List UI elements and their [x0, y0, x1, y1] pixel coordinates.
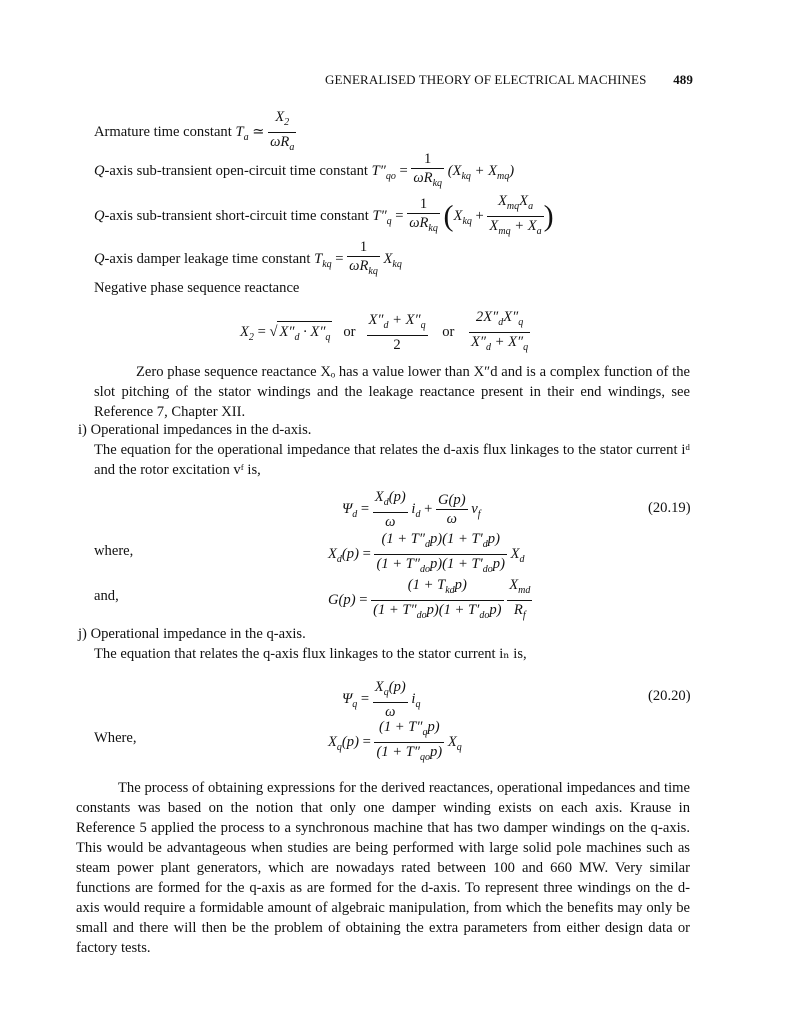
def-negative-seq: Negative phase sequence reactance: [94, 280, 300, 296]
equation-number-20-20: (20.20): [648, 688, 691, 704]
page-number: 489: [673, 72, 693, 87]
running-header: [325, 72, 693, 88]
section-i-text: The equation for the operational impedance that relates the d-axis flux linkages to the stator current iᵈ and the rotor excitation vᶠ is,: [94, 442, 690, 478]
where-label-q: Where,: [94, 730, 137, 746]
equation-g-p: G(p) = $\frac{(1 + T_{kd}p)}{(1 + T''_{do}p)(1 + T'_{do}p)}$ $\frac{X_{md}}{R_f}$: [328, 577, 531, 621]
paragraph-closing: The process of obtaining expressions for the derived reactances, operational impedances and time constants was based on the notion that only one damper winding exists on each axis. Krause in Reference 5 applied the process to a synchronous machine that has two damper windings on the q-axis. This would be advantageous when studies are being performed with large solid pole machines such as steam power plant generators, which are nowadays rated between 100 and 660 MW. Very similar functions are formed for the q-axis as are formed for the d-axis. To represent three windings on the d-axis would require a formidable amount of algebraic manipulation, from which the benefits may only be small and there will then be the problem of obtaining the extra parameters from either design data or factory tests.: [76, 780, 690, 956]
def-q-damper-leakage: Q-axis damper leakage time constant $T_{kq}$ = $\frac{1}{\omega R_{kq}}$ $X_{kq}$: [94, 239, 402, 277]
equation-xq-p: $X_q(p)$ = $\frac{(1 + T''_qp)}{(1 + T''_{qo}p)}$ $X_q$: [328, 719, 462, 763]
equation-number-20-19: (20.19): [648, 500, 691, 516]
paragraph-zero-seq: Zero phase sequence reactance Xₒ has a value lower than X″d and is a complex function of the slot pitching of the stator windings and the leakage reactance present in their end windings, see Reference 7, Chapter XII.: [94, 364, 690, 420]
running-title: GENERALISED THEORY OF ELECTRICAL MACHINES: [325, 72, 647, 87]
equation-negative-seq: $X_2$ = √ $X''_d \cdot X''_q$ or $\frac{X''_d + X''_q}{2}$ or $\frac{2X''_dX''_q}{X''_d + X''_q}$: [240, 309, 529, 353]
fraction: $\frac{X_2}{\omega R_a}$: [270, 109, 295, 153]
section-i-heading: i) Operational impedances in the d-axis.: [78, 422, 312, 438]
def-q-subtransient-sc: Q-axis sub-transient short-circuit time constant $T''_q$ = $\frac{1}{\omega R_{kq}}$ ($X_{kq}$ + $\frac{X_{mq}X_a}{X_{mq} + X_a}$ ): [94, 193, 554, 237]
section-j-heading: j) Operational impedance in the q-axis.: [78, 626, 306, 642]
where-label: where,: [94, 543, 134, 559]
equation-psi-d: $\Psi_d$ = $\frac{X_d(p)}{\omega}$ $i_d$ + $\frac{G(p)}{\omega}$ $v_f$: [342, 489, 481, 530]
and-label: and,: [94, 588, 119, 604]
equation-psi-q: $\Psi_q$ = $\frac{X_q(p)}{\omega}$ $i_q$: [342, 679, 421, 720]
equation-xd-p: $X_d(p)$ = $\frac{(1 + T''_dp)(1 + T'_dp)}{(1 + T''_{do}p)(1 + T'_{do}p)}$ $X_d$: [328, 531, 525, 575]
section-j-text: The equation that relates the q-axis flux linkages to the stator current iₙ is,: [94, 646, 527, 662]
def-armature: Armature time constant $T_a$ ≃ $\frac{X_2}{\omega R_a}$: [94, 108, 296, 157]
def-q-subtransient-oc: Q-axis sub-transient open-circuit time constant $T''_{qo}$ = $\frac{1}{\omega R_{kq}}$ $(X_{kq} + X_{mq})$: [94, 151, 515, 189]
